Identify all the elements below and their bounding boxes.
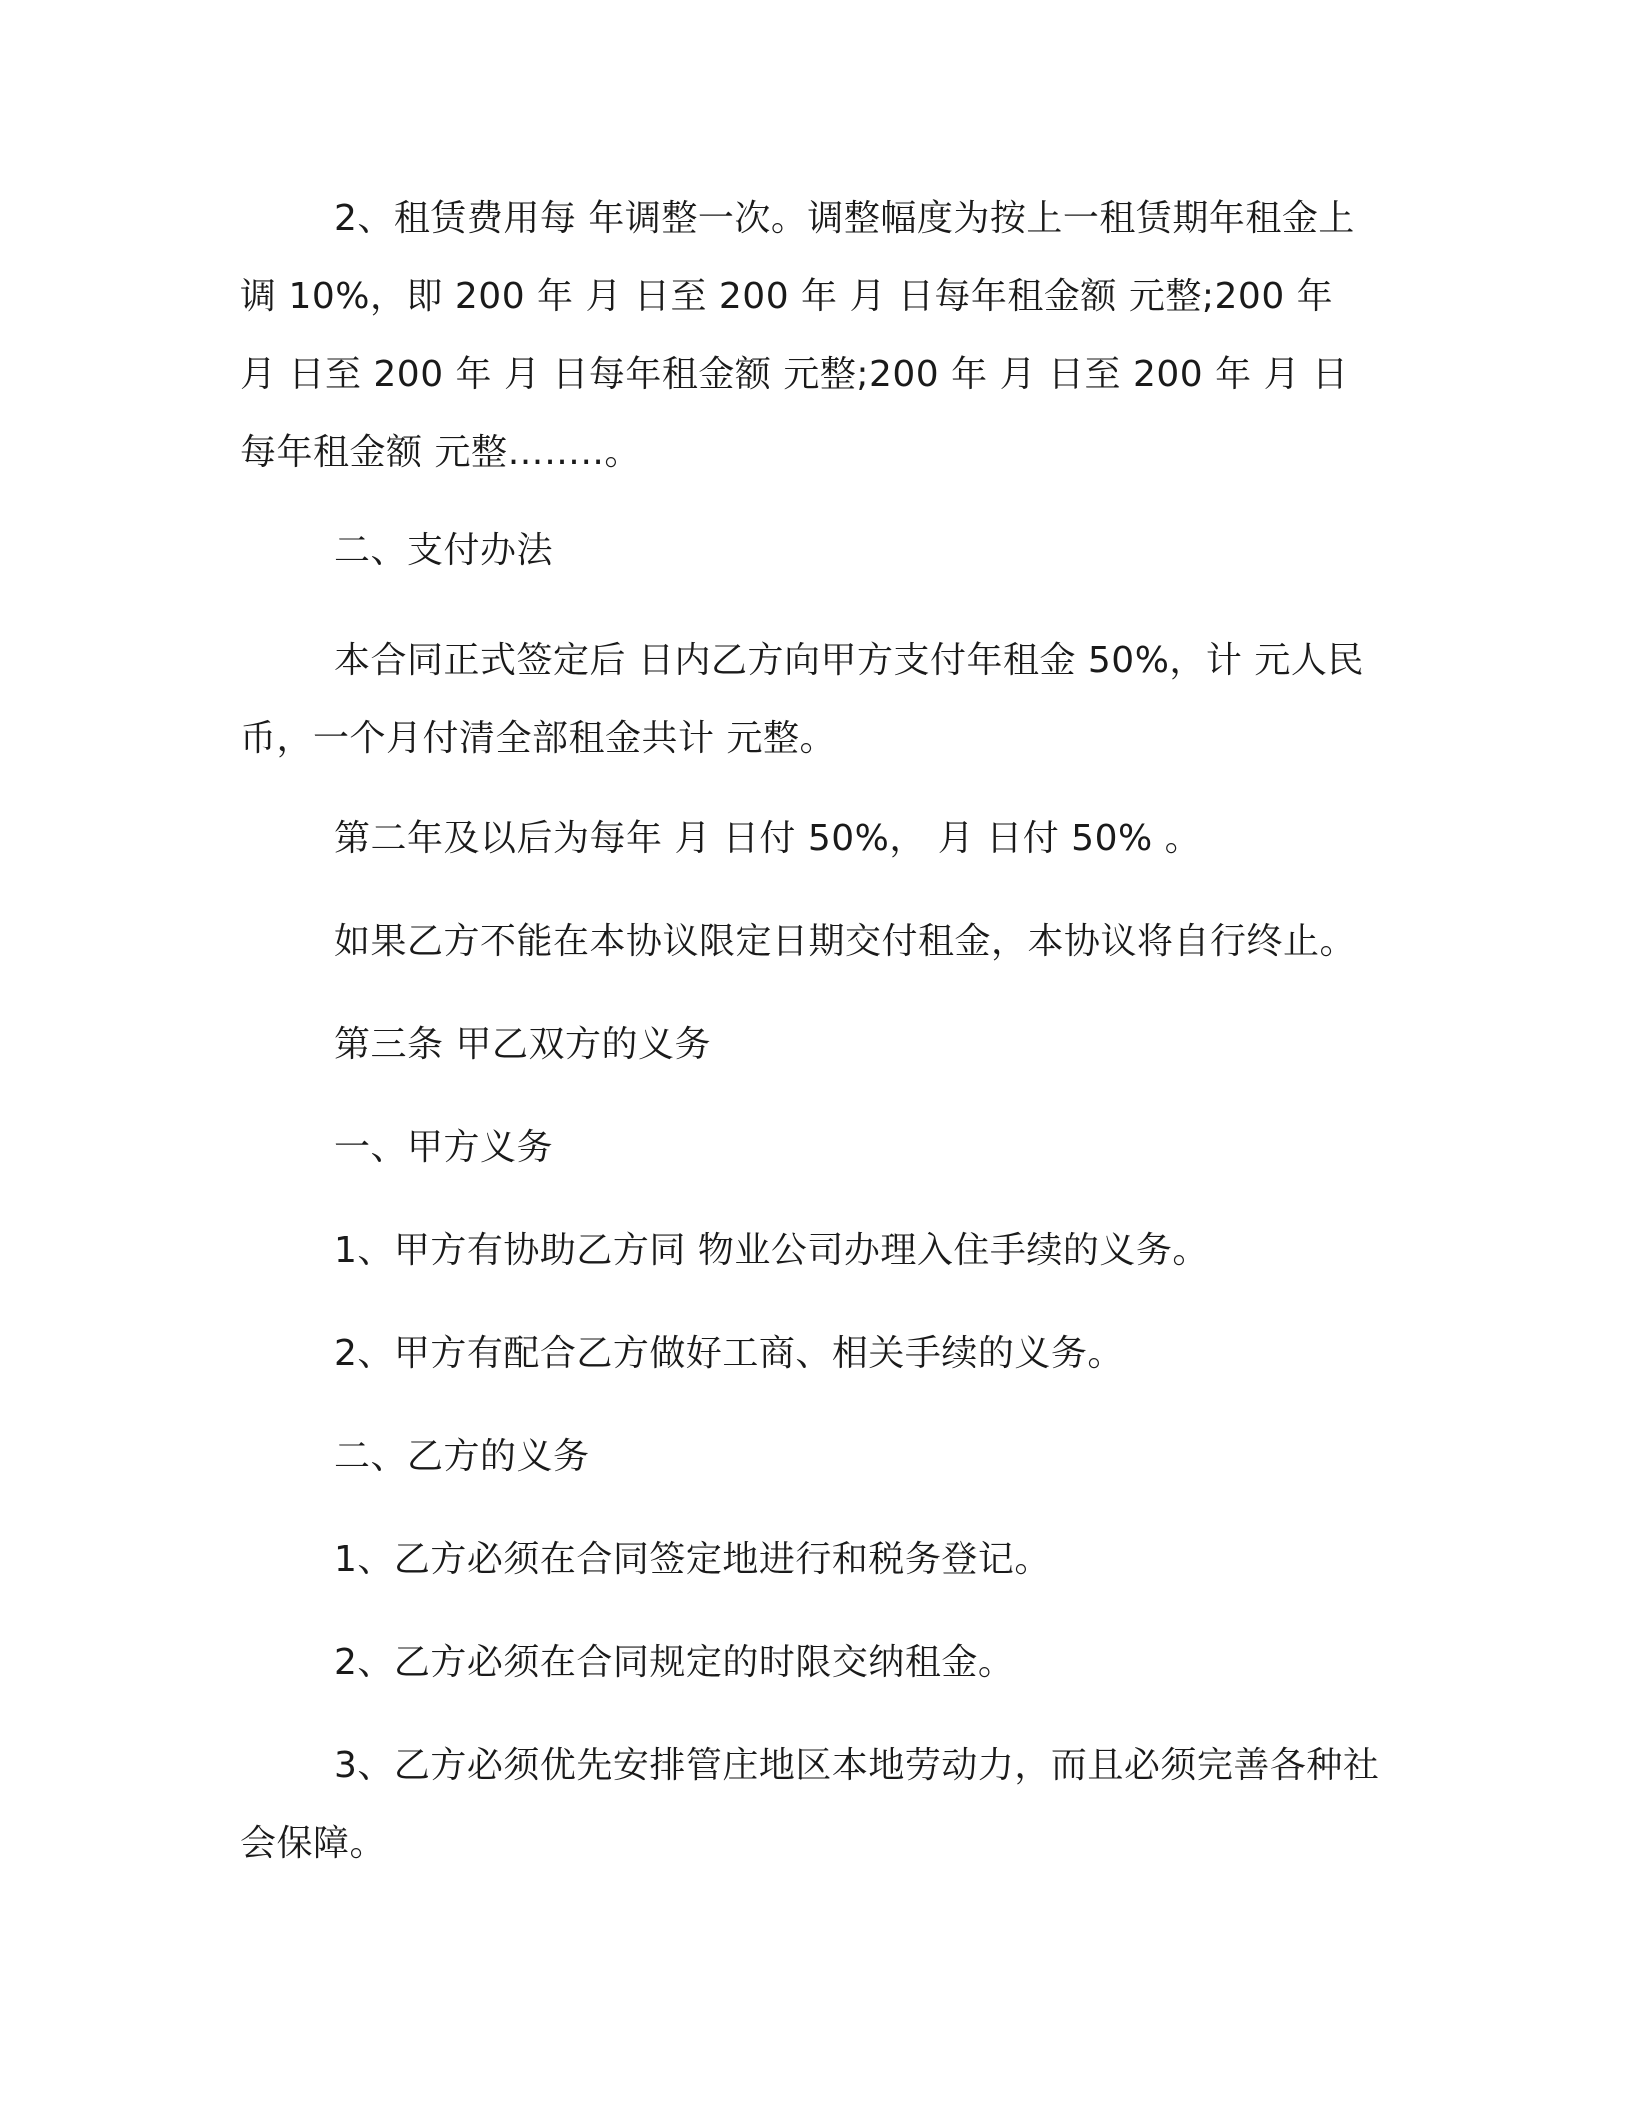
list-item-party-a-2: 2、甲方有配合乙方做好工商、相关手续的义务。	[334, 1333, 1124, 1374]
list-item-party-b-3: 3、乙方必须优先安排管庄地区本地劳动力，而且必须完善各种社会保障。	[240, 1745, 1380, 1864]
list-item-party-a-1: 1、甲方有协助乙方同 物业公司办理入住手续的义务。	[334, 1230, 1209, 1271]
paragraph-second-year-payment: 第二年及以后为每年 月 日付 50%， 月 日付 50% 。	[334, 818, 1202, 859]
paragraph-payment-terms: 本合同正式签定后 日内乙方向甲方支付年租金 50%，计 元人民币，一个月付清全部租金共计 元整。	[240, 640, 1364, 759]
paragraph-rent-adjustment: 2、租赁费用每 年调整一次。调整幅度为按上一租赁期年租金上调 10%，即 200 年 月 日至 200 年 月 日每年租金额 元整;200 年 月 日至 200 年 月 日每年租金额 元整;200 年 月 日至 200 年 月 日每年租金额 元整……..。	[240, 198, 1355, 473]
paragraph-termination-clause: 如果乙方不能在本协议限定日期交付租金，本协议将自行终止。	[334, 921, 1357, 962]
heading-article-three: 第三条 甲乙双方的义务	[334, 1024, 711, 1065]
heading-party-a-obligations: 一、甲方义务	[334, 1127, 554, 1168]
heading-payment-method: 二、支付办法	[334, 530, 554, 571]
heading-party-b-obligations: 二、乙方的义务	[334, 1436, 590, 1477]
list-item-party-b-2: 2、乙方必须在合同规定的时限交纳租金。	[334, 1642, 1015, 1683]
list-item-party-b-1: 1、乙方必须在合同签定地进行和税务登记。	[334, 1539, 1051, 1580]
